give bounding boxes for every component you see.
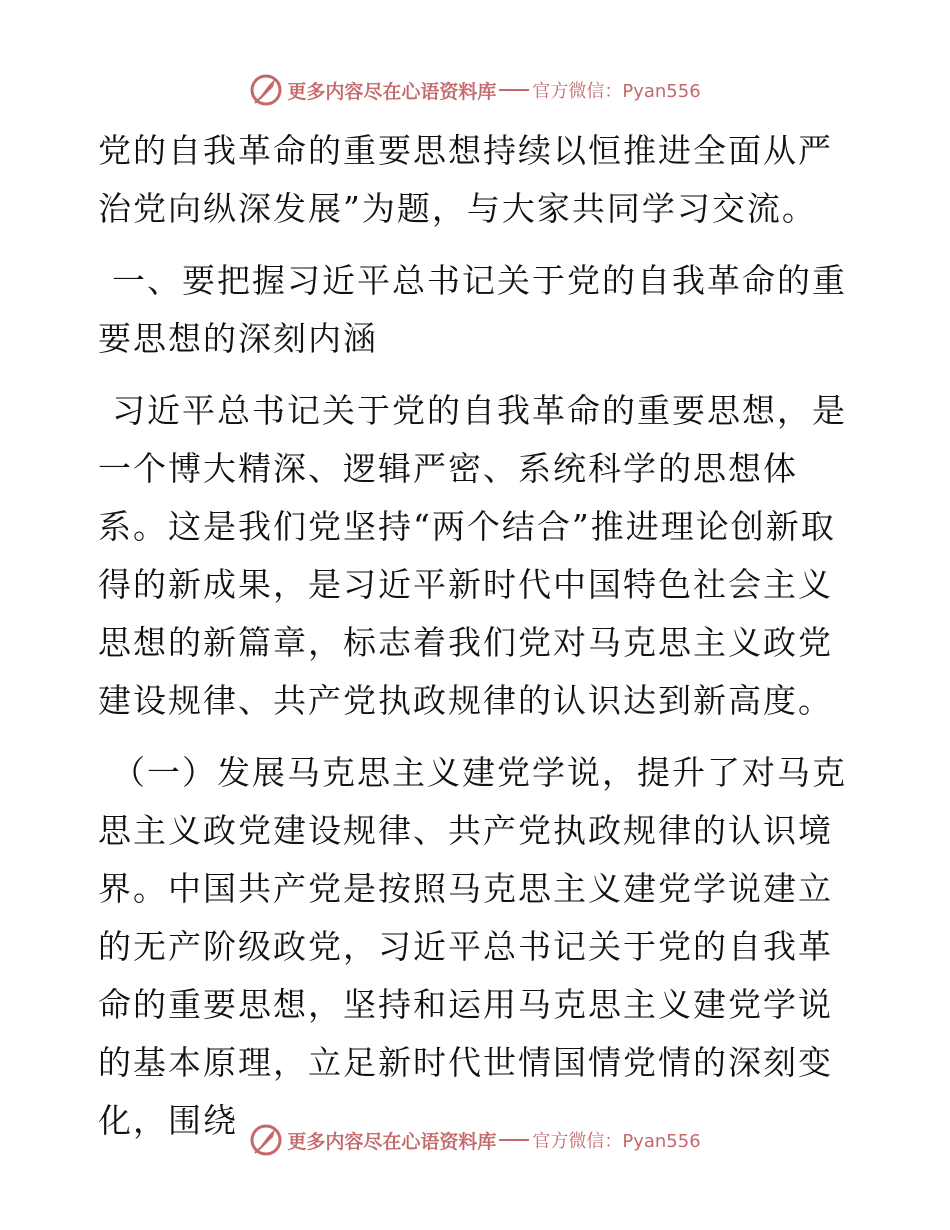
header-wechat-text: 官方微信：Pyan556: [532, 81, 701, 102]
paragraph-subsection-1: （一）发展马克思主义建党学说，提升了对马克思主义政党建设规律、共产党执政规律的认识境界。中国共产党是按照马克思主义建党学说建立的无产阶级政党，习近平总书记关于党的自我革命的重要思想，坚持和运用马克思主义建党学说的基本原理，立足新时代世情国情党情的深刻变化，围绕: [98, 753, 847, 1140]
quill-logo-icon: [249, 73, 283, 107]
header-watermark-banner: [0, 68, 950, 112]
header-banner-text: 更多内容尽在心语资料库: [287, 80, 497, 103]
paragraph-section-1-body: 习近平总书记关于党的自我革命的重要思想，是一个博大精深、逻辑严密、系统科学的思想体系。这是我们党坚持“两个结合”推进理论创新取得的新成果，是习近平新时代中国特色社会主义思想的新篇章，标志着我们党对马克思主义政党建设规律、共产党执政规律的认识达到新高度。: [98, 391, 847, 720]
header-banner-dash: [499, 89, 529, 91]
document-body: [98, 122, 850, 1164]
section-heading-1: 一、要把握习近平总书记关于党的自我革命的重要思想的深刻内涵: [98, 261, 847, 358]
footer-banner-text: 更多内容尽在心语资料库: [287, 1130, 497, 1153]
footer-watermark-banner: [0, 1118, 950, 1162]
footer-wechat-text: 官方微信：Pyan556: [532, 1131, 701, 1152]
footer-banner-dash: [499, 1139, 529, 1141]
paragraph-intro-continuation: 党的自我革命的重要思想持续以恒推进全面从严治党向纵深发展”为题，与大家共同学习交流。: [98, 131, 833, 228]
quill-logo-icon: [249, 1123, 283, 1157]
